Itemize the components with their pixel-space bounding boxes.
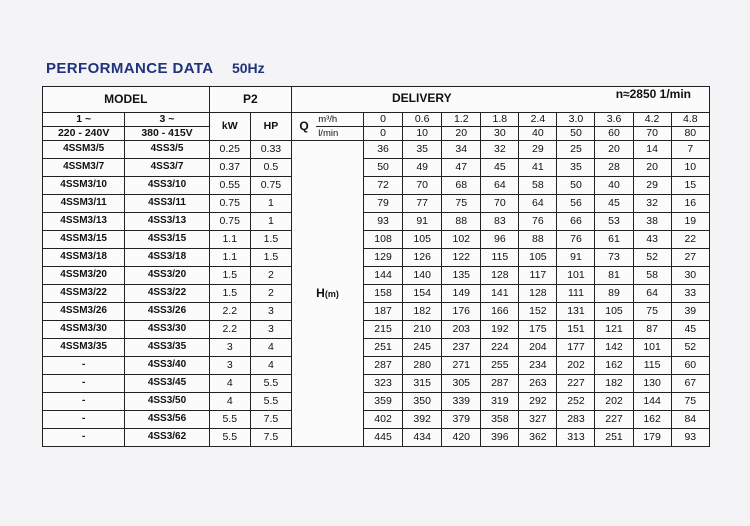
power-kw: 4 — [209, 375, 250, 393]
head-value-cell: 52 — [633, 249, 671, 267]
single-phase-model: - — [43, 393, 125, 411]
single-phase-model: - — [43, 429, 125, 447]
flow-lmin-cell: 40 — [519, 127, 557, 141]
power-hp: 4 — [250, 357, 291, 375]
heading-title: PERFORMANCE DATA — [46, 60, 214, 77]
head-value-cell: 149 — [442, 285, 481, 303]
head-value-cell: 179 — [633, 429, 671, 447]
power-kw: 1.1 — [209, 249, 250, 267]
head-value-cell: 83 — [481, 213, 519, 231]
three-phase-model: 4SS3/40 — [125, 357, 209, 375]
power-hp: 0.75 — [250, 177, 291, 195]
flow-lmin-cell: 60 — [595, 127, 633, 141]
power-kw: 1.5 — [209, 285, 250, 303]
head-value-cell: 252 — [557, 393, 595, 411]
power-kw: 5.5 — [209, 411, 250, 429]
head-value-cell: 292 — [519, 393, 557, 411]
head-value-cell: 305 — [442, 375, 481, 393]
head-value-cell: 162 — [595, 357, 633, 375]
head-value-cell: 108 — [364, 231, 403, 249]
head-value-cell: 202 — [557, 357, 595, 375]
head-value-cell: 64 — [481, 177, 519, 195]
head-value-cell: 151 — [557, 321, 595, 339]
head-value-cell: 91 — [403, 213, 442, 231]
flow-lmin-cell: 30 — [481, 127, 519, 141]
head-value-cell: 43 — [633, 231, 671, 249]
power-header: P2 — [209, 87, 291, 113]
power-hp: 3 — [250, 321, 291, 339]
power-hp: 2 — [250, 267, 291, 285]
head-value-cell: 396 — [481, 429, 519, 447]
head-value-cell: 105 — [595, 303, 633, 321]
power-hp: 2 — [250, 285, 291, 303]
power-hp: 3 — [250, 303, 291, 321]
head-value-cell: 339 — [442, 393, 481, 411]
head-value-cell: 313 — [557, 429, 595, 447]
table-row — [43, 177, 710, 195]
three-phase-model: 4SS3/62 — [125, 429, 209, 447]
table-row — [43, 267, 710, 285]
table-row — [43, 429, 710, 447]
head-value-cell: 61 — [595, 231, 633, 249]
head-value-cell: 105 — [403, 231, 442, 249]
three-phase-model: 4SS3/5 — [125, 141, 209, 159]
head-value-cell: 203 — [442, 321, 481, 339]
power-hp: 7.5 — [250, 429, 291, 447]
flow-m3h-cell: 3.0 — [557, 113, 595, 127]
head-value-cell: 20 — [595, 141, 633, 159]
head-value-cell: 70 — [403, 177, 442, 195]
flow-lmin-cell: 0 — [364, 127, 403, 141]
three-phase-model: 4SS3/20 — [125, 267, 209, 285]
table-row — [43, 159, 710, 177]
head-value-cell: 7 — [671, 141, 709, 159]
power-hp: 0.5 — [250, 159, 291, 177]
head-value-cell: 16 — [671, 195, 709, 213]
single-phase-model: 4SSM3/22 — [43, 285, 125, 303]
head-value-cell: 34 — [442, 141, 481, 159]
table-row — [43, 411, 710, 429]
head-value-cell: 20 — [633, 159, 671, 177]
hp-header: HP — [250, 113, 291, 141]
head-value-cell: 251 — [364, 339, 403, 357]
head-value-cell: 392 — [403, 411, 442, 429]
head-value-cell: 25 — [557, 141, 595, 159]
kw-header: kW — [209, 113, 250, 141]
flow-m3h-cell: 0 — [364, 113, 403, 127]
head-value-cell: 182 — [595, 375, 633, 393]
head-value-cell: 152 — [519, 303, 557, 321]
power-hp: 0.33 — [250, 141, 291, 159]
head-value-cell: 70 — [481, 195, 519, 213]
single-phase-voltage: 220 - 240V — [43, 127, 125, 141]
head-value-cell: 45 — [481, 159, 519, 177]
head-value-cell: 115 — [633, 357, 671, 375]
table-row — [43, 249, 710, 267]
three-phase-model: 4SS3/50 — [125, 393, 209, 411]
power-hp: 5.5 — [250, 375, 291, 393]
power-kw: 0.75 — [209, 213, 250, 231]
single-phase-model: 4SSM3/13 — [43, 213, 125, 231]
flow-m3h-cell: 3.6 — [595, 113, 633, 127]
three-phase-model: 4SS3/30 — [125, 321, 209, 339]
head-value-cell: 140 — [403, 267, 442, 285]
head-value-cell: 434 — [403, 429, 442, 447]
three-phase-model: 4SS3/45 — [125, 375, 209, 393]
head-value-cell: 287 — [364, 357, 403, 375]
table-row — [43, 393, 710, 411]
head-value-cell: 27 — [671, 249, 709, 267]
head-value-cell: 91 — [557, 249, 595, 267]
head-value-cell: 75 — [633, 303, 671, 321]
head-value-cell: 128 — [481, 267, 519, 285]
table-row — [43, 231, 710, 249]
head-value-cell: 283 — [557, 411, 595, 429]
single-phase-model: 4SSM3/10 — [43, 177, 125, 195]
flow-m3h-cell: 4.2 — [633, 113, 671, 127]
three-phase-voltage: 380 - 415V — [125, 127, 209, 141]
single-phase-model: 4SSM3/5 — [43, 141, 125, 159]
head-value-cell: 176 — [442, 303, 481, 321]
head-value-cell: 166 — [481, 303, 519, 321]
model-header: MODEL — [43, 87, 210, 113]
head-value-cell: 177 — [557, 339, 595, 357]
head-value-cell: 58 — [519, 177, 557, 195]
head-value-cell: 30 — [671, 267, 709, 285]
head-value-cell: 141 — [481, 285, 519, 303]
head-value-cell: 131 — [557, 303, 595, 321]
head-value-cell: 271 — [442, 357, 481, 375]
head-value-cell: 50 — [557, 177, 595, 195]
flow-m3h-cell: 1.8 — [481, 113, 519, 127]
head-value-cell: 117 — [519, 267, 557, 285]
single-phase-model: 4SSM3/30 — [43, 321, 125, 339]
power-kw: 2.2 — [209, 303, 250, 321]
head-value-cell: 41 — [519, 159, 557, 177]
head-value-cell: 39 — [671, 303, 709, 321]
flow-m3h-cell: 2.4 — [519, 113, 557, 127]
head-value-cell: 35 — [557, 159, 595, 177]
head-value-cell: 101 — [633, 339, 671, 357]
head-value-cell: 130 — [633, 375, 671, 393]
head-value-cell: 28 — [595, 159, 633, 177]
head-value-cell: 84 — [671, 411, 709, 429]
power-kw: 3 — [209, 357, 250, 375]
head-value-cell: 64 — [519, 195, 557, 213]
single-phase-model: 4SSM3/15 — [43, 231, 125, 249]
head-value-cell: 66 — [557, 213, 595, 231]
head-value-cell: 56 — [557, 195, 595, 213]
single-phase-model: 4SSM3/26 — [43, 303, 125, 321]
head-value-cell: 29 — [519, 141, 557, 159]
head-value-cell: 15 — [671, 177, 709, 195]
head-value-cell: 32 — [481, 141, 519, 159]
head-value-cell: 67 — [671, 375, 709, 393]
head-value-cell: 327 — [519, 411, 557, 429]
flow-m3h-cell: 0.6 — [403, 113, 442, 127]
single-phase-model: - — [43, 411, 125, 429]
flow-lmin-cell: 80 — [671, 127, 709, 141]
unit-m3h: m³/h — [316, 113, 363, 127]
single-phase-model: 4SSM3/20 — [43, 267, 125, 285]
head-value-cell: 224 — [481, 339, 519, 357]
head-value-cell: 359 — [364, 393, 403, 411]
three-phase-model: 4SS3/56 — [125, 411, 209, 429]
head-value-cell: 175 — [519, 321, 557, 339]
head-value-cell: 142 — [595, 339, 633, 357]
head-value-cell: 227 — [595, 411, 633, 429]
power-hp: 4 — [250, 339, 291, 357]
head-value-cell: 126 — [403, 249, 442, 267]
table-row — [43, 321, 710, 339]
head-value-cell: 87 — [633, 321, 671, 339]
head-value-cell: 154 — [403, 285, 442, 303]
head-value-cell: 115 — [481, 249, 519, 267]
head-value-cell: 402 — [364, 411, 403, 429]
head-value-cell: 144 — [633, 393, 671, 411]
head-value-cell: 79 — [364, 195, 403, 213]
head-value-cell: 33 — [671, 285, 709, 303]
table-row — [43, 285, 710, 303]
power-kw: 4 — [209, 393, 250, 411]
power-kw: 1.1 — [209, 231, 250, 249]
performance-table — [42, 86, 710, 447]
head-value-cell: 182 — [403, 303, 442, 321]
power-kw: 1.5 — [209, 267, 250, 285]
head-value-cell: 68 — [442, 177, 481, 195]
head-value-cell: 280 — [403, 357, 442, 375]
head-value-cell: 35 — [403, 141, 442, 159]
flow-m3h-cell: 1.2 — [442, 113, 481, 127]
table-row — [43, 141, 710, 159]
head-value-cell: 263 — [519, 375, 557, 393]
head-value-cell: 88 — [519, 231, 557, 249]
table-row — [43, 357, 710, 375]
head-value-cell: 362 — [519, 429, 557, 447]
power-hp: 1 — [250, 195, 291, 213]
three-phase-model: 4SS3/10 — [125, 177, 209, 195]
power-hp: 1 — [250, 213, 291, 231]
three-phase-label: 3 ~ — [125, 113, 209, 127]
delivery-label: DELIVERY — [392, 91, 452, 105]
power-kw: 0.75 — [209, 195, 250, 213]
head-value-cell: 40 — [595, 177, 633, 195]
single-phase-model: 4SSM3/18 — [43, 249, 125, 267]
flow-lmin-cell: 70 — [633, 127, 671, 141]
head-value-cell: 102 — [442, 231, 481, 249]
table-row — [43, 213, 710, 231]
head-value-cell: 101 — [557, 267, 595, 285]
head-value-cell: 75 — [671, 393, 709, 411]
table-row — [43, 195, 710, 213]
head-value-cell: 350 — [403, 393, 442, 411]
head-value-cell: 32 — [633, 195, 671, 213]
three-phase-model: 4SS3/22 — [125, 285, 209, 303]
head-value-cell: 237 — [442, 339, 481, 357]
table-row — [43, 303, 710, 321]
flow-lmin-cell: 20 — [442, 127, 481, 141]
head-value-cell: 49 — [403, 159, 442, 177]
head-value-cell: 245 — [403, 339, 442, 357]
power-kw: 0.55 — [209, 177, 250, 195]
head-value-cell: 89 — [595, 285, 633, 303]
head-value-cell: 72 — [364, 177, 403, 195]
head-value-cell: 73 — [595, 249, 633, 267]
head-value-cell: 38 — [633, 213, 671, 231]
table-row — [43, 375, 710, 393]
head-value-cell: 111 — [557, 285, 595, 303]
three-phase-model: 4SS3/35 — [125, 339, 209, 357]
head-value-cell: 319 — [481, 393, 519, 411]
three-phase-model: 4SS3/18 — [125, 249, 209, 267]
single-phase-model: 4SSM3/11 — [43, 195, 125, 213]
head-unit: (m) — [324, 289, 339, 300]
flow-lmin-cell: 10 — [403, 127, 442, 141]
power-kw: 0.37 — [209, 159, 250, 177]
head-value-cell: 135 — [442, 267, 481, 285]
head-value-cell: 210 — [403, 321, 442, 339]
head-value-cell: 10 — [671, 159, 709, 177]
single-phase-model: 4SSM3/35 — [43, 339, 125, 357]
head-value-cell: 58 — [633, 267, 671, 285]
q-label: Q — [292, 113, 317, 141]
head-value-cell: 29 — [633, 177, 671, 195]
head-value-cell: 192 — [481, 321, 519, 339]
head-value-cell: 52 — [671, 339, 709, 357]
head-value-cell: 60 — [671, 357, 709, 375]
power-hp: 7.5 — [250, 411, 291, 429]
flow-m3h-cell: 4.8 — [671, 113, 709, 127]
head-value-cell: 420 — [442, 429, 481, 447]
head-value-cell: 358 — [481, 411, 519, 429]
head-value-cell: 128 — [519, 285, 557, 303]
head-value-cell: 93 — [364, 213, 403, 231]
head-value-cell: 88 — [442, 213, 481, 231]
head-value-cell: 53 — [595, 213, 633, 231]
head-value-cell: 187 — [364, 303, 403, 321]
head-value-cell: 121 — [595, 321, 633, 339]
three-phase-model: 4SS3/15 — [125, 231, 209, 249]
head-value-cell: 202 — [595, 393, 633, 411]
head-value-cell: 36 — [364, 141, 403, 159]
three-phase-model: 4SS3/26 — [125, 303, 209, 321]
power-hp: 1.5 — [250, 231, 291, 249]
rpm-label: n≈2850 1/min — [615, 87, 691, 101]
heading-frequency: 50Hz — [231, 60, 265, 76]
head-value-cell: 75 — [442, 195, 481, 213]
head-value-cell: 445 — [364, 429, 403, 447]
head-value-cell: 93 — [671, 429, 709, 447]
single-phase-model: - — [43, 375, 125, 393]
head-value-cell: 64 — [633, 285, 671, 303]
head-value-cell: 158 — [364, 285, 403, 303]
single-phase-model: 4SSM3/7 — [43, 159, 125, 177]
page-heading — [46, 60, 265, 78]
head-label — [292, 141, 364, 447]
head-value-cell: 45 — [671, 321, 709, 339]
head-value-cell: 50 — [364, 159, 403, 177]
power-hp: 5.5 — [250, 393, 291, 411]
head-value-cell: 287 — [481, 375, 519, 393]
power-kw: 5.5 — [209, 429, 250, 447]
head-value-cell: 96 — [481, 231, 519, 249]
single-phase-model: - — [43, 357, 125, 375]
head-value-cell: 234 — [519, 357, 557, 375]
head-value-cell: 76 — [557, 231, 595, 249]
three-phase-model: 4SS3/11 — [125, 195, 209, 213]
unit-lmin: l/min — [316, 127, 363, 141]
power-kw: 3 — [209, 339, 250, 357]
head-value-cell: 77 — [403, 195, 442, 213]
head-letter: H — [316, 286, 325, 301]
head-value-cell: 162 — [633, 411, 671, 429]
head-value-cell: 105 — [519, 249, 557, 267]
power-kw: 0.25 — [209, 141, 250, 159]
head-value-cell: 76 — [519, 213, 557, 231]
power-kw: 2.2 — [209, 321, 250, 339]
head-value-cell: 323 — [364, 375, 403, 393]
head-value-cell: 129 — [364, 249, 403, 267]
three-phase-model: 4SS3/13 — [125, 213, 209, 231]
flow-lmin-cell: 50 — [557, 127, 595, 141]
head-value-cell: 22 — [671, 231, 709, 249]
head-value-cell: 227 — [557, 375, 595, 393]
head-value-cell: 81 — [595, 267, 633, 285]
delivery-header — [292, 87, 710, 113]
head-value-cell: 19 — [671, 213, 709, 231]
head-value-cell: 122 — [442, 249, 481, 267]
head-value-cell: 255 — [481, 357, 519, 375]
head-value-cell: 315 — [403, 375, 442, 393]
head-value-cell: 144 — [364, 267, 403, 285]
head-value-cell: 379 — [442, 411, 481, 429]
three-phase-model: 4SS3/7 — [125, 159, 209, 177]
single-phase-label: 1 ~ — [43, 113, 125, 127]
table-row — [43, 339, 710, 357]
head-value-cell: 47 — [442, 159, 481, 177]
power-hp: 1.5 — [250, 249, 291, 267]
head-value-cell: 215 — [364, 321, 403, 339]
head-value-cell: 45 — [595, 195, 633, 213]
head-value-cell: 204 — [519, 339, 557, 357]
head-value-cell: 14 — [633, 141, 671, 159]
head-value-cell: 251 — [595, 429, 633, 447]
